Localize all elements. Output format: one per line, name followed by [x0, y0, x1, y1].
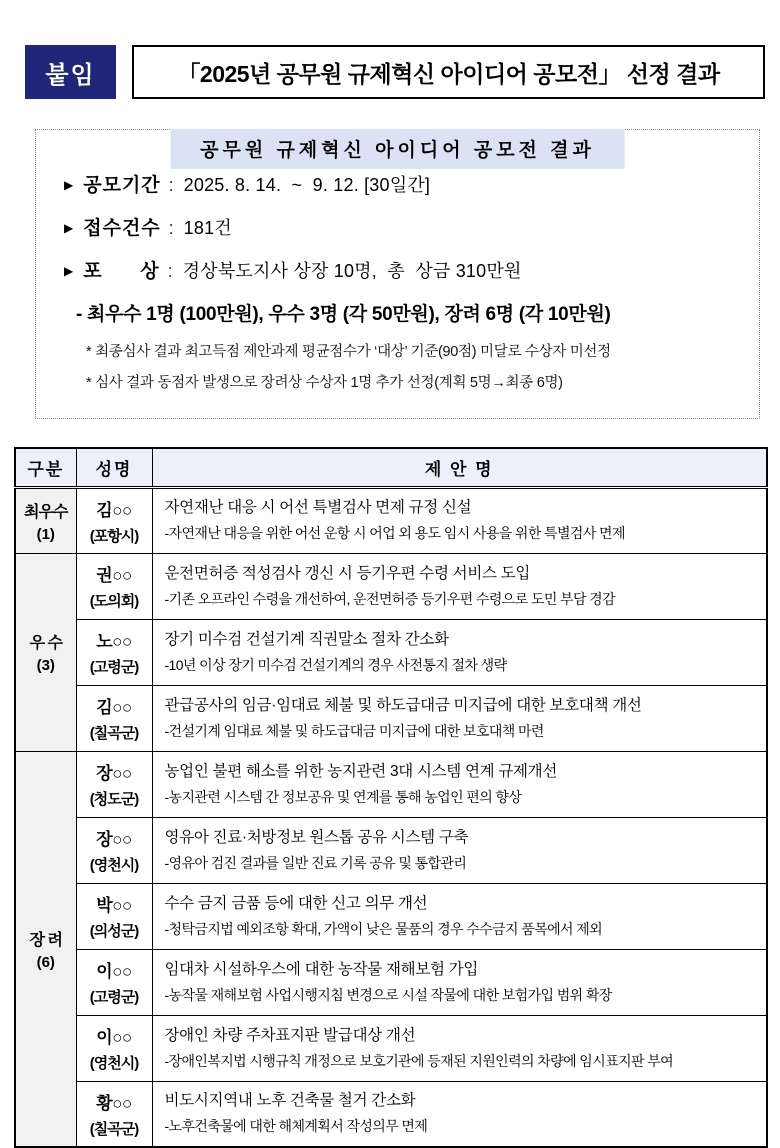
table-row — [15, 1015, 767, 1081]
name-cell — [76, 883, 152, 949]
name-cell — [76, 619, 152, 685]
proposal-title: 비도시지역내 노후 건축물 철거 간소화 — [164, 1092, 416, 1110]
summary-item-colon: : — [167, 261, 173, 281]
summary-item-prize — [64, 256, 741, 283]
name-cell — [76, 685, 152, 751]
category-count: (3) — [36, 657, 55, 674]
summary-box — [35, 129, 760, 419]
prize-detail-line: - 최우수 1명 (100만원), 우수 3명 (각 50만원), 장려 6명 (각 10만원) — [76, 304, 611, 325]
summary-item-value: 181건 — [183, 218, 232, 238]
person-region: (의성군) — [89, 923, 139, 940]
triangle-bullet-icon: ▶ — [64, 178, 74, 192]
person-region: (칠곡군) — [89, 1120, 139, 1138]
proposal-cell — [152, 487, 767, 553]
summary-item-label: 공모기간 — [83, 175, 161, 196]
summary-item-colon: : — [168, 218, 174, 238]
person-region: (포항시) — [89, 527, 139, 545]
person-region: (고령군) — [89, 659, 139, 676]
proposal-detail: -10년 이상 장기 미수검 건설기계의 경우 사전통지 절차 생략 — [164, 656, 507, 673]
header-proposal: 제 안 명 — [152, 448, 767, 487]
person-region: (고령군) — [89, 989, 139, 1006]
attachment-badge: 붙임 — [25, 45, 116, 99]
triangle-bullet-icon: ▶ — [64, 264, 74, 278]
summary-item-entries — [64, 213, 741, 240]
proposal-cell — [152, 619, 767, 685]
table-header-row — [15, 448, 767, 487]
proposal-cell — [152, 685, 767, 751]
proposal-cell — [152, 883, 767, 949]
proposal-detail: -노후건축물에 대한 해체계획서 작성의무 면제 — [164, 1118, 428, 1135]
summary-item-label: 포 상 — [83, 261, 160, 282]
category-cell — [15, 553, 76, 751]
summary-item-value: 2025. 8. 14. ~ 9. 12. [30일간] — [183, 175, 431, 195]
person-region: (영천시) — [89, 857, 139, 874]
proposal-title: 농업인 불편 해소를 위한 농지관련 3대 시스템 연계 규제개선 — [164, 762, 558, 780]
proposal-cell — [152, 751, 767, 817]
summary-item-label: 접수건수 — [83, 218, 161, 239]
table-row — [15, 487, 767, 553]
name-cell — [76, 553, 152, 619]
proposal-detail: -장애인복지법 시행규칙 개정으로 보호기관에 등재된 지원인력의 차량에 임시표지판 부여 — [164, 1052, 674, 1069]
person-name: 이○○ — [96, 1028, 132, 1047]
name-cell — [76, 949, 152, 1015]
table-row — [15, 619, 767, 685]
table-row — [15, 685, 767, 751]
name-cell — [76, 1081, 152, 1147]
footnote-line: * 심사 결과 동점자 발생으로 장려상 수상자 1명 추가 선정(계획 5명→최종 6명) — [86, 375, 563, 391]
proposal-title: 자연재난 대응 시 어선 특별검사 면제 규정 신설 — [164, 499, 472, 517]
triangle-bullet-icon: ▶ — [64, 221, 74, 235]
table-row — [15, 751, 767, 817]
document-header — [25, 45, 765, 99]
table-row — [15, 817, 767, 883]
results-table — [14, 447, 768, 1148]
page-title: 「2025년 공무원 규제혁신 아이디어 공모전」 선정 결과 — [132, 45, 765, 99]
proposal-title: 장기 미수검 건설기계 직권말소 절차 간소화 — [164, 630, 449, 648]
person-name: 황○○ — [96, 1093, 132, 1113]
category-count: (1) — [36, 525, 55, 543]
summary-header: 공무원 규제혁신 아이디어 공모전 결과 — [170, 129, 625, 169]
proposal-title: 관급공사의 임금·임대료 체불 및 하도급대금 미지급에 대한 보호대책 개선 — [164, 696, 642, 714]
person-name: 권○○ — [96, 566, 132, 585]
proposal-title: 장애인 차량 주차표지판 발급대상 개선 — [164, 1026, 416, 1044]
person-name: 장○○ — [96, 764, 132, 783]
header-category: 구분 — [15, 448, 76, 487]
proposal-cell — [152, 553, 767, 619]
summary-item-period — [64, 170, 741, 197]
proposal-detail: -농지관련 시스템 간 정보공유 및 연계를 통해 농업인 편의 향상 — [164, 788, 522, 805]
proposal-detail: -기존 오프라인 수령을 개선하여, 운전면허증 등기우편 수령으로 도민 부담 경감 — [164, 590, 616, 607]
footnote-line: * 최종심사 결과 최고득점 제안과제 평균점수가 ‘대상’ 기준(90점) 미달로 수상자 미선정 — [86, 344, 611, 360]
name-cell — [76, 487, 152, 553]
proposal-cell — [152, 1081, 767, 1147]
proposal-detail: -청탁금지법 예외조항 확대, 가액이 낮은 물품의 경우 수수금지 품목에서 제외 — [164, 920, 603, 937]
results-table-body — [15, 487, 767, 1147]
category-label: 최우수 — [24, 503, 68, 521]
results-table-head — [15, 448, 767, 487]
person-name: 김○○ — [96, 500, 132, 520]
table-row — [15, 883, 767, 949]
person-region: (칠곡군) — [89, 725, 139, 742]
proposal-cell — [152, 817, 767, 883]
person-region: (청도군) — [89, 791, 139, 808]
summary-section — [35, 129, 760, 419]
category-label: 우 수 — [29, 635, 62, 652]
name-cell — [76, 1015, 152, 1081]
person-name: 노○○ — [96, 632, 132, 651]
table-row — [15, 553, 767, 619]
category-cell — [15, 487, 76, 553]
proposal-title: 운전면허증 적성검사 갱신 시 등기우편 수령 서비스 도입 — [164, 564, 531, 582]
category-label: 장 려 — [29, 931, 62, 949]
document-page — [0, 45, 780, 1144]
person-name: 이○○ — [96, 962, 132, 981]
name-cell — [76, 817, 152, 883]
person-name: 박○○ — [96, 896, 132, 915]
name-cell — [76, 751, 152, 817]
proposal-cell — [152, 1015, 767, 1081]
person-name: 김○○ — [96, 698, 132, 717]
category-cell — [15, 751, 76, 1147]
proposal-detail: -영유아 검진 결과를 일반 진료 기록 공유 및 통합관리 — [164, 854, 467, 871]
table-row — [15, 1081, 767, 1147]
proposal-title: 수수 금지 금품 등에 대한 신고 의무 개선 — [164, 894, 428, 912]
proposal-detail: -건설기계 임대료 체불 및 하도급대금 미지급에 대한 보호대책 마련 — [164, 722, 544, 739]
summary-item-colon: : — [168, 175, 174, 195]
table-row — [15, 949, 767, 1015]
proposal-detail: -농작물 재해보험 사업시행지침 변경으로 시설 작물에 대한 보험가입 범위 확장 — [164, 986, 612, 1003]
proposal-detail: -자연재난 대응을 위한 어선 운항 시 어업 외 용도 임시 사용을 위한 특별검사 면제 — [164, 525, 625, 542]
proposal-cell — [152, 949, 767, 1015]
proposal-title: 영유아 진료·처방정보 원스톱 공유 시스템 구축 — [164, 828, 469, 846]
proposal-title: 임대차 시설하우스에 대한 농작물 재해보험 가입 — [164, 960, 478, 978]
category-count: (6) — [36, 953, 55, 971]
summary-item-value: 경상북도지사 상장 10명, 총 상금 310만원 — [182, 261, 522, 281]
header-name: 성명 — [76, 448, 152, 487]
person-region: (도의회) — [89, 593, 139, 610]
person-name: 장○○ — [96, 830, 132, 849]
person-region: (영천시) — [89, 1055, 139, 1072]
